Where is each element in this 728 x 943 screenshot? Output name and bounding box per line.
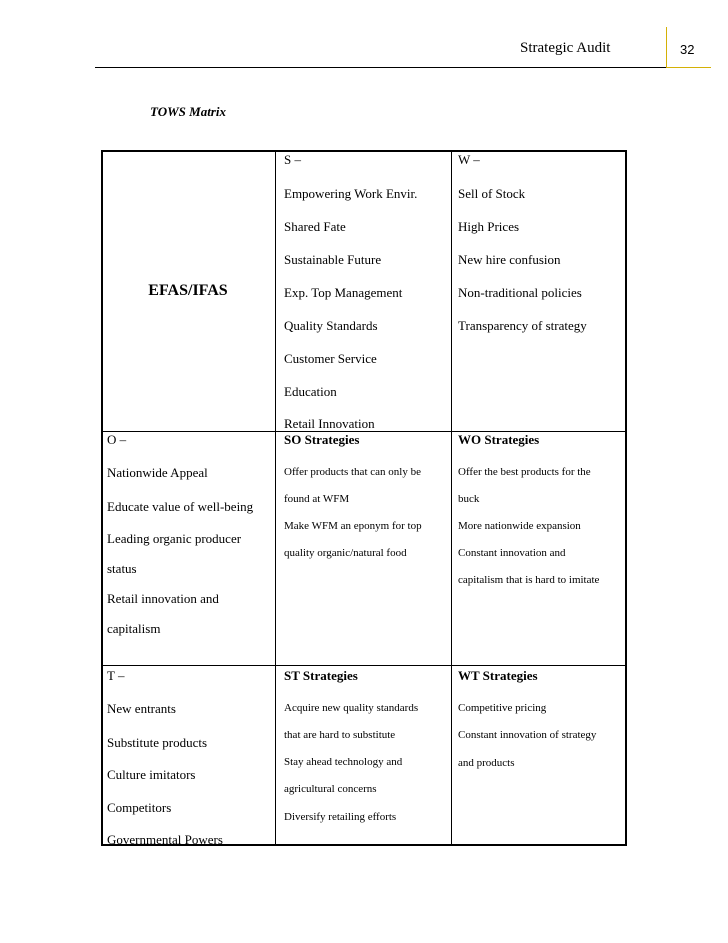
threat-item: Culture imitators [107,767,196,782]
opportunity-item: Leading organic producer [107,531,242,546]
table-border-right [625,150,627,846]
opportunity-item: Retail innovation and [107,591,219,606]
opportunity-item: Educate value of well-being [107,499,254,514]
strength-item: Exp. Top Management [284,285,403,300]
page-number: 32 [680,42,695,57]
so-line: quality organic/natural food [284,547,407,559]
strength-item: Education [284,384,337,399]
threat-item: Competitors [107,800,172,815]
wo-line: capitalism that is hard to imitate [458,574,600,586]
table-col-divider-2 [451,150,452,846]
wt-line: and products [458,757,515,769]
wt-line: Competitive pricing [458,702,547,714]
strength-item: Shared Fate [284,219,346,234]
strength-item: Empowering Work Envir. [284,186,418,201]
strength-item: Retail Innovation [284,416,375,431]
st-line: Stay ahead technology and [284,756,403,768]
efas-ifas-label: EFAS/IFAS [148,282,228,299]
opportunities-heading: O – [107,432,127,447]
tows-matrix-table [101,150,627,846]
threats-heading: T – [107,668,125,683]
table-border-left [101,150,103,846]
wo-line: More nationwide expansion [458,520,581,532]
st-line: Acquire new quality standards [284,702,419,714]
strength-item: Sustainable Future [284,252,382,267]
wt-heading: WT Strategies [458,668,538,683]
threat-item: Governmental Powers [107,832,223,847]
so-line: Make WFM an eponym for top [284,520,422,532]
section-title: TOWS Matrix [150,104,226,119]
strengths-heading: S – [284,152,301,167]
weakness-item: Transparency of strategy [458,318,587,333]
header-rule [95,67,670,68]
threat-item: Substitute products [107,735,208,750]
wo-line: Offer the best products for the [458,466,591,478]
strength-item: Customer Service [284,351,377,366]
strength-item: Quality Standards [284,318,378,333]
table-col-divider-1 [275,150,276,846]
opportunity-item: status [107,561,137,576]
wo-line: buck [458,493,480,505]
so-heading: SO Strategies [284,432,360,447]
weaknesses-heading: W – [458,152,480,167]
weakness-item: High Prices [458,219,520,234]
opportunity-item: Nationwide Appeal [107,465,208,480]
table-border-top [101,150,627,152]
weakness-item: Sell of Stock [458,186,526,201]
wo-heading: WO Strategies [458,432,540,447]
so-line: Offer products that can only be [284,466,421,478]
opportunity-item: capitalism [107,621,161,636]
wt-line: Constant innovation of strategy [458,729,597,741]
st-line: that are hard to substitute [284,729,396,741]
so-line: found at WFM [284,493,350,505]
table-row-divider-2 [101,665,627,666]
st-line: agricultural concerns [284,783,377,795]
wo-line: Constant innovation and [458,547,566,559]
threat-item: New entrants [107,701,176,716]
weakness-item: Non-traditional policies [458,285,582,300]
running-header-title: Strategic Audit [520,40,611,56]
weakness-item: New hire confusion [458,252,561,267]
st-heading: ST Strategies [284,668,358,683]
st-line: Diversify retailing efforts [284,811,397,823]
